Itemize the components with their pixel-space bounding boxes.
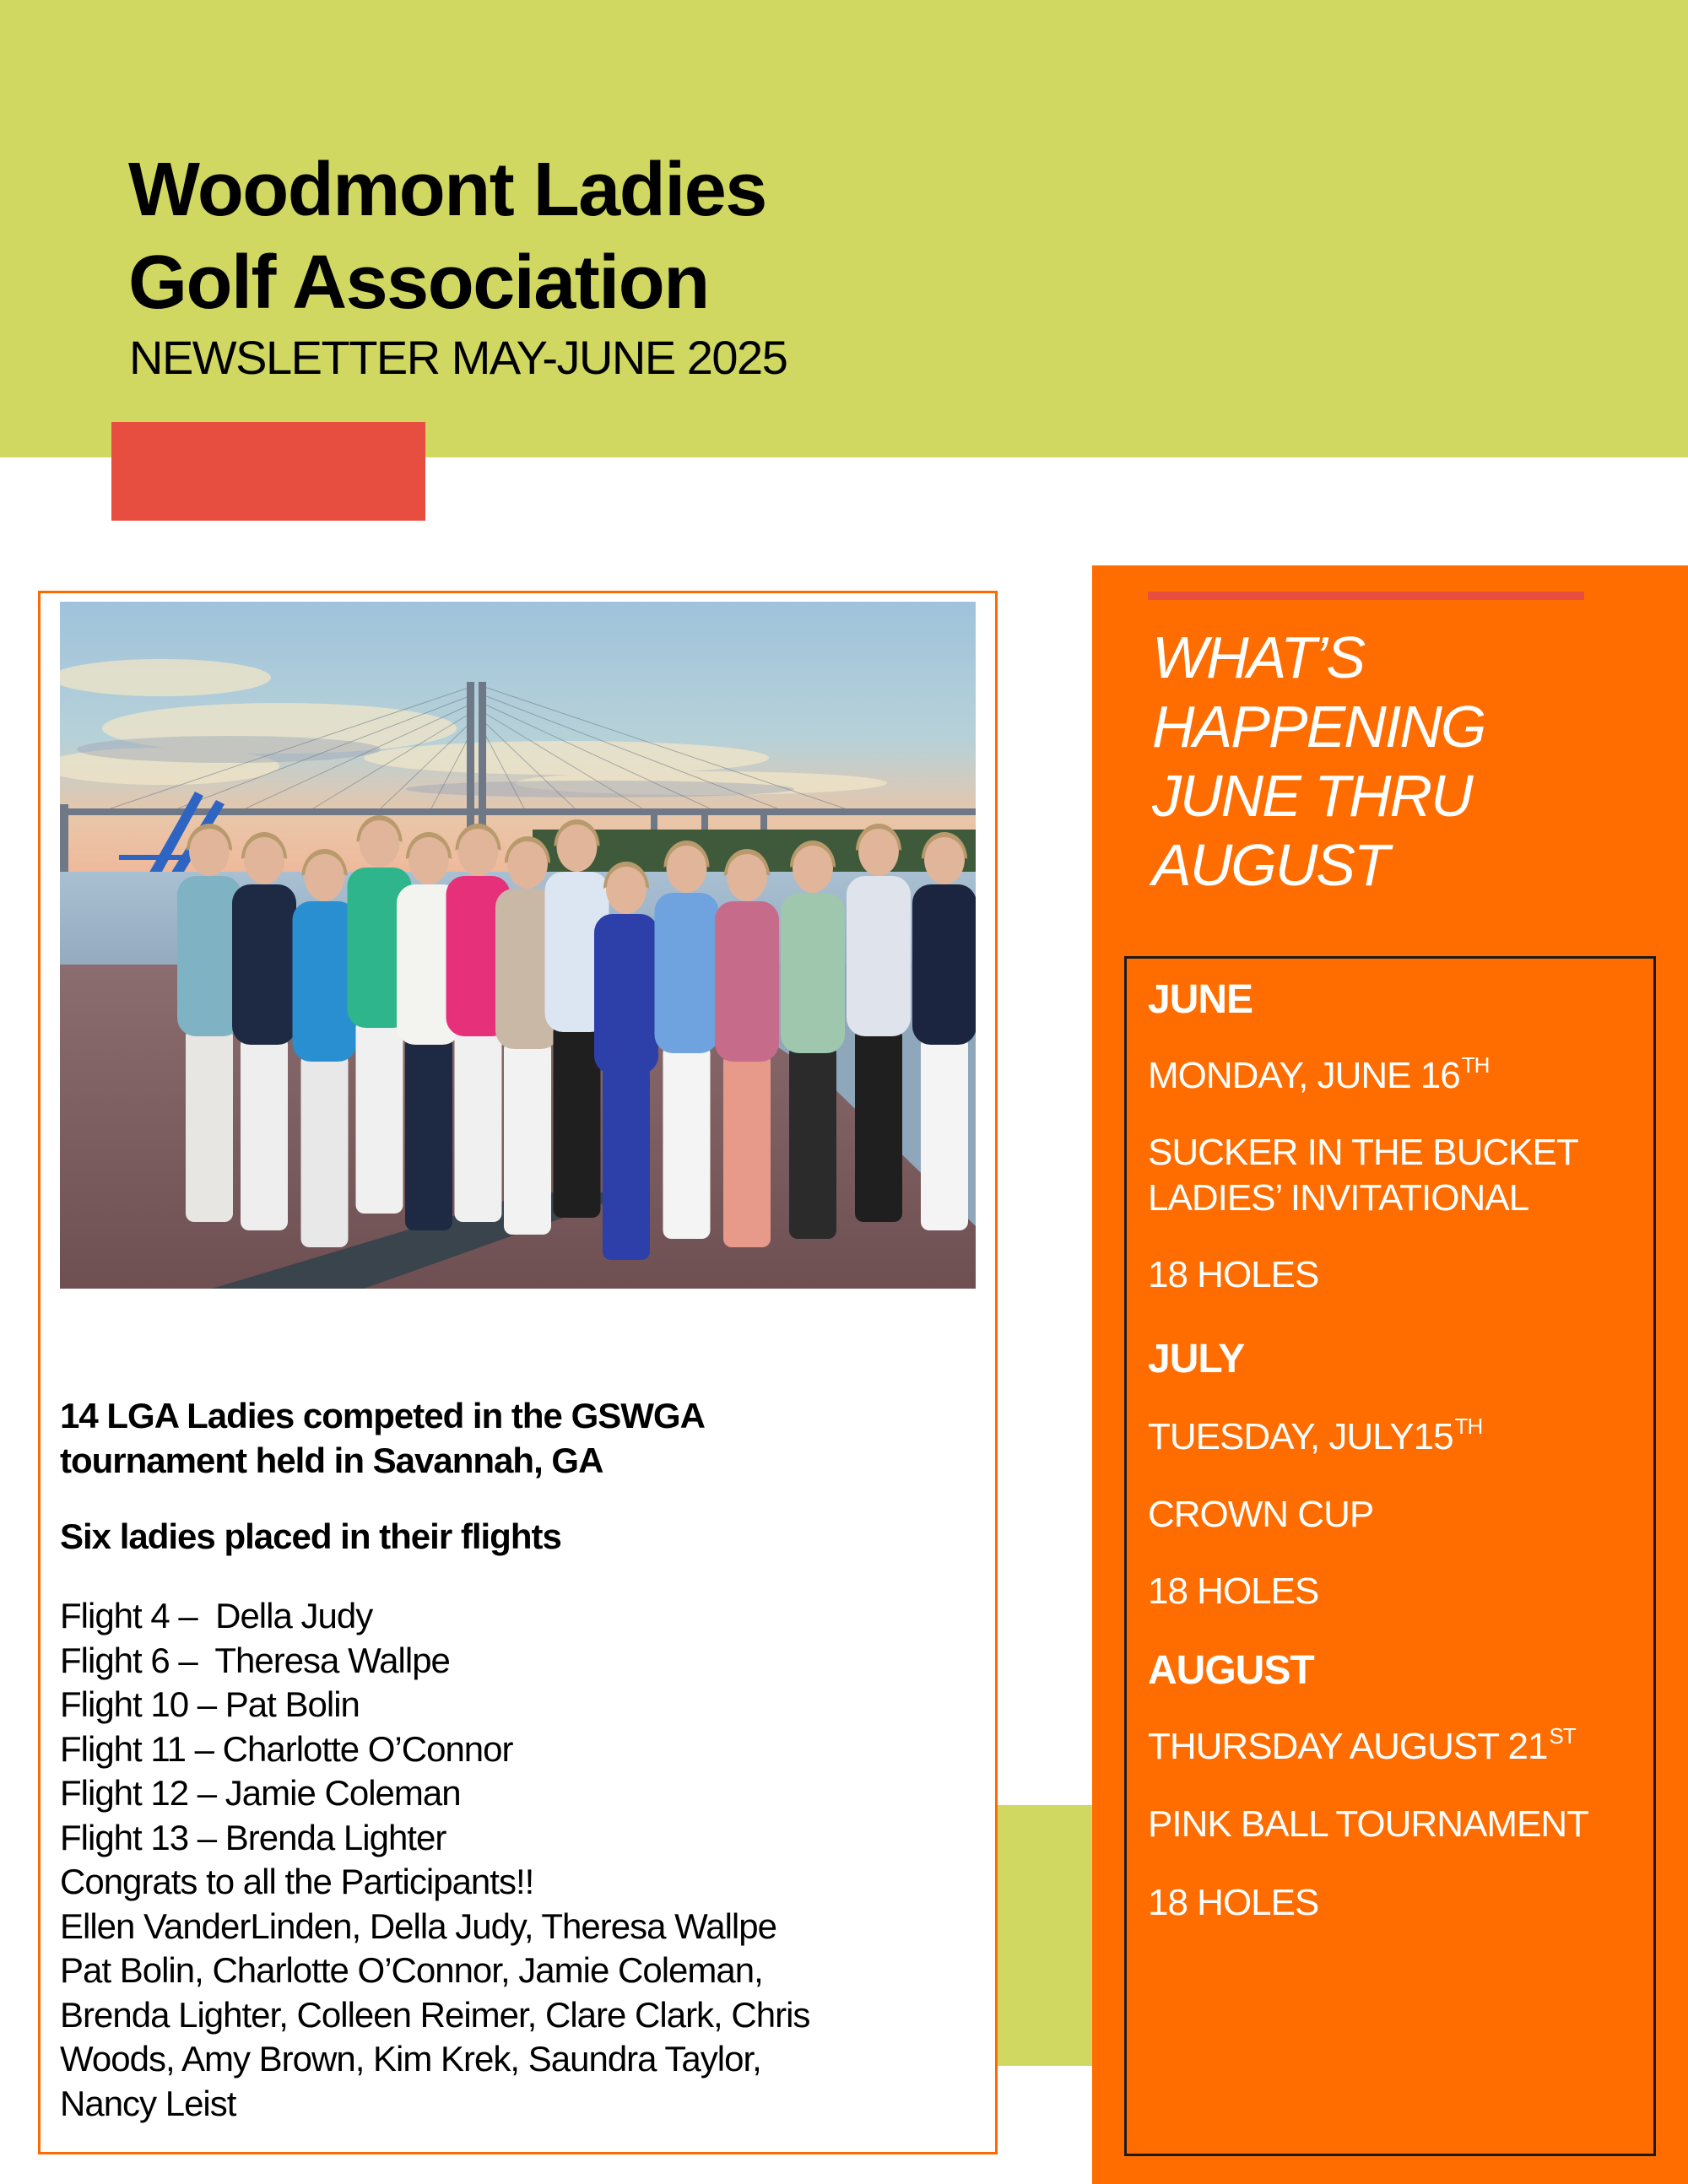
event-name: LADIES’ INVITATIONAL bbox=[1148, 1177, 1529, 1219]
golfer-figure bbox=[293, 849, 357, 1247]
flight-result bbox=[60, 1771, 980, 1816]
event-holes: 18 HOLES bbox=[1148, 1254, 1319, 1295]
winner-name: Jamie Coleman bbox=[225, 1773, 461, 1813]
sidebar-title-line: HAPPENING bbox=[1152, 694, 1485, 760]
event-holes: 18 HOLES bbox=[1148, 1570, 1319, 1612]
golfer-figure bbox=[781, 841, 845, 1239]
congrats-text: Congrats to all the Participants!! bbox=[60, 1862, 534, 1901]
event-name: PINK BALL TOURNAMENT bbox=[1148, 1803, 1588, 1845]
headline-line-2: tournament held in Savannah, GA bbox=[60, 1440, 603, 1480]
month-heading-june: JUNE bbox=[1148, 977, 1253, 1022]
participants-line: Nancy Leist bbox=[60, 2083, 236, 2123]
flight-result bbox=[60, 1639, 980, 1684]
sidebar-title bbox=[1152, 623, 1485, 900]
participants-line: Pat Bolin, Charlotte O’Connor, Jamie Coleman, bbox=[60, 1950, 763, 1990]
article-headline bbox=[60, 1394, 980, 1483]
event-date-text: THURSDAY AUGUST 21 bbox=[1148, 1726, 1548, 1767]
date-ordinal: TH bbox=[1454, 1414, 1483, 1439]
golfer-figure bbox=[594, 862, 658, 1260]
participants-line: Brenda Lighter, Colleen Reimer, Clare Clark, Chris bbox=[60, 1994, 810, 2035]
month-heading-july: JULY bbox=[1148, 1337, 1245, 1381]
flight-label: Flight 12 – bbox=[60, 1773, 225, 1813]
sidebar-accent-rule bbox=[1148, 592, 1584, 600]
newsletter-issue: NEWSLETTER MAY-JUNE 2025 bbox=[129, 331, 787, 384]
winner-name: Pat Bolin bbox=[225, 1684, 360, 1724]
golfer-figure bbox=[177, 824, 241, 1222]
golfer-figure bbox=[847, 824, 911, 1222]
sidebar-title-line: AUGUST bbox=[1152, 832, 1388, 898]
month-heading-august: AUGUST bbox=[1148, 1648, 1314, 1693]
flight-label: Flight 13 – bbox=[60, 1817, 225, 1857]
flight-result bbox=[60, 1594, 980, 1639]
sidebar-title-line: WHAT’S bbox=[1152, 624, 1365, 690]
accent-green-block bbox=[998, 1805, 1092, 2066]
event-date bbox=[1148, 1723, 1576, 1772]
event-date-text: TUESDAY, JULY15 bbox=[1148, 1416, 1453, 1457]
accent-block bbox=[111, 422, 425, 521]
article-subhead: Six ladies placed in their flights bbox=[60, 1516, 561, 1556]
winner-name: Brenda Lighter bbox=[225, 1817, 446, 1857]
flight-label: Flight 6 – bbox=[60, 1640, 215, 1680]
date-ordinal: TH bbox=[1461, 1052, 1490, 1078]
participants-line: Ellen VanderLinden, Della Judy, Theresa Wallpe bbox=[60, 1906, 776, 1946]
golfer-figure bbox=[232, 832, 296, 1230]
event-name: CROWN CUP bbox=[1148, 1494, 1374, 1535]
golfer-figure bbox=[912, 832, 976, 1230]
group-photo-illustration bbox=[60, 602, 976, 1289]
winner-name: Theresa Wallpe bbox=[214, 1640, 450, 1680]
event-date bbox=[1148, 1416, 1482, 1462]
winner-name: Della Judy bbox=[215, 1596, 373, 1635]
flight-results-list bbox=[60, 1594, 980, 1860]
event-date bbox=[1148, 1052, 1490, 1101]
title-line-1: Woodmont Ladies bbox=[128, 148, 766, 232]
title-line-2: Golf Association bbox=[128, 241, 709, 325]
golfer-figure bbox=[715, 849, 779, 1247]
group-photo bbox=[60, 602, 976, 1289]
date-ordinal: ST bbox=[1549, 1723, 1576, 1749]
flight-label: Flight 10 – bbox=[60, 1684, 225, 1724]
participants-line: Woods, Amy Brown, Kim Krek, Saundra Taylor, bbox=[60, 2039, 761, 2079]
event-date-text: MONDAY, JUNE 16 bbox=[1148, 1055, 1460, 1096]
event-name: SUCKER IN THE BUCKET bbox=[1148, 1132, 1578, 1173]
flight-label: Flight 4 – bbox=[60, 1596, 216, 1635]
flight-label: Flight 11 – bbox=[60, 1728, 223, 1769]
flight-result bbox=[60, 1683, 980, 1727]
participants-section bbox=[60, 1860, 980, 2126]
flight-result bbox=[60, 1727, 980, 1772]
winner-name: Charlotte O’Connor bbox=[222, 1728, 513, 1769]
event-holes: 18 HOLES bbox=[1148, 1882, 1319, 1923]
headline-line-1: 14 LGA Ladies competed in the GSWGA bbox=[60, 1396, 705, 1435]
golfer-figure bbox=[655, 841, 719, 1239]
sidebar-title-line: JUNE THRU bbox=[1152, 763, 1472, 829]
flight-result bbox=[60, 1816, 980, 1861]
newsletter-title bbox=[128, 143, 766, 329]
